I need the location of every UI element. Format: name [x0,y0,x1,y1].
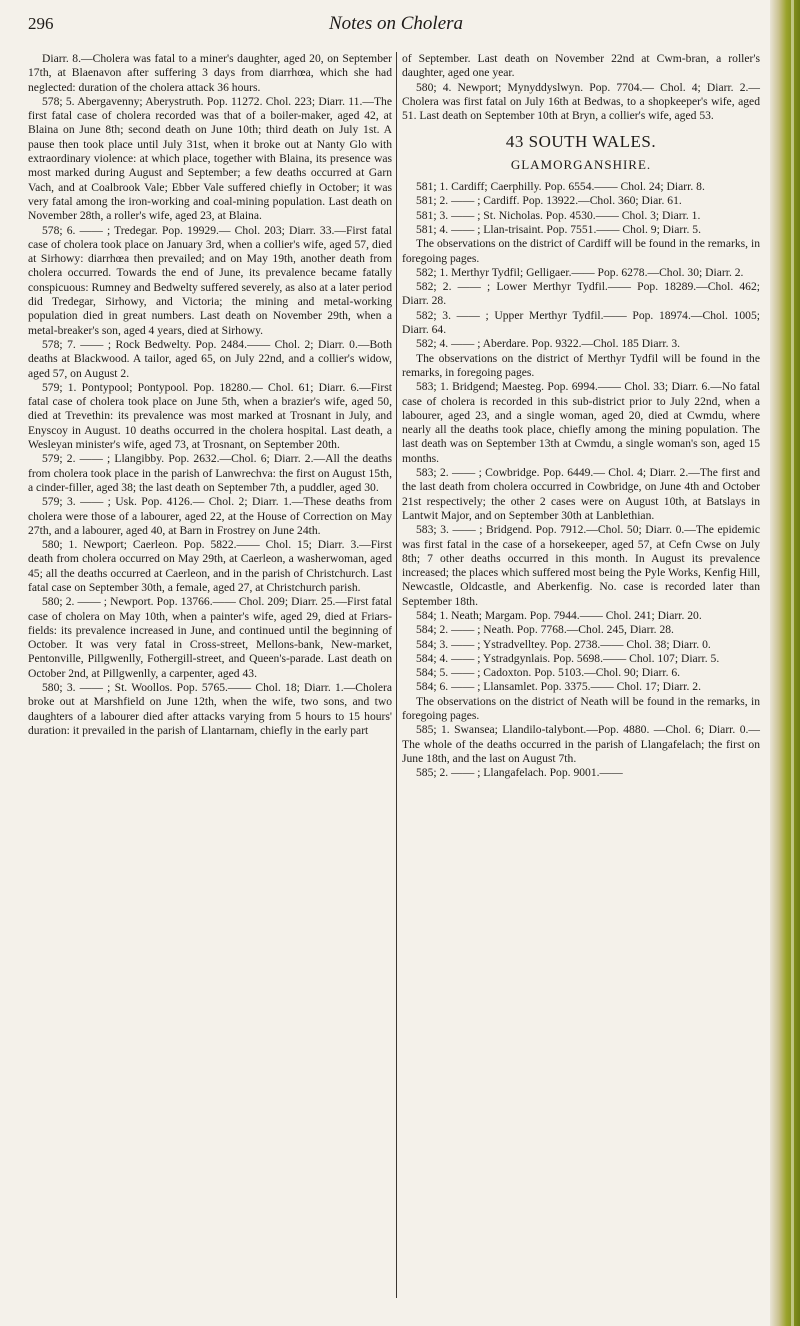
paragraph: The observations on the district of Merthyr Tydfil will be found in the remarks, in foregoing pages. [402,351,760,379]
right-column [402,52,760,781]
left-column [28,52,392,738]
paragraph: 585; 1. Swansea; Llandilo-talybont.—Pop. 4880. —Chol. 6; Diarr. 0.—The whole of the deaths occurred in the parish of Llangafelach; the first on June 18th, and the last on August 7th. [402,723,760,765]
paragraph: 578; 7. —— ; Rock Bedwelty. Pop. 2484.—— Chol. 2; Diarr. 0.—Both deaths at Blackwood. A tailor, aged 65, on July 22nd, and a collier's widow, aged 57, on August 2. [28,337,392,380]
paragraph: 584; 2. —— ; Neath. Pop. 7768.—Chol. 245, Diarr. 28. [416,623,674,637]
paragraph: 581; 4. —— ; Llan-trisaint. Pop. 7551.—— Chol. 9; Diarr. 5. [416,222,701,236]
paragraph: 579; 3. —— ; Usk. Pop. 4126.— Chol. 2; Diarr. 1.—These deaths from cholera were those of a labourer, aged 22, at the House of Correction on May 27th, and a labourer, aged 40, at Barn in Frostrey on June 24th. [28,495,392,537]
paragraph: 581; 3. —— ; St. Nicholas. Pop. 4530.—— Chol. 3; Diarr. 1. [416,208,701,222]
paragraph: 583; 3. —— ; Bridgend. Pop. 7912.—Chol. 50; Diarr. 0.—The epidemic was first fatal in the case of a horsekeeper, aged 57, at Cefn Cwse on July 8th; 7 other deaths occurred in this month. In August its prevalence increased; the places which suffered most being the Pyle Works, Kenfig Hill, Newcastle, Oldcastle, and Aberkenfig. No. case is recorded later than September 18th. [402,523,760,608]
paragraph: 583; 2. —— ; Cowbridge. Pop. 6449.— Chol. 4; Diarr. 2.—The first and the last death from cholera occurred in Cowbridge, on June 4th and October 21st respectively; the other 2 cases were on August 10th, at Batslays in Lantwit Major, and on September 30th at Lanblethian. [402,466,760,522]
column-divider [396,52,397,1298]
paragraph: 580; 1. Newport; Caerleon. Pop. 5822.—— Chol. 15; Diarr. 3.—First death from cholera occurred on May 29th, at Caerleon, a washerwoman, aged 45; all the deaths occurred at Caerleon, and in the parish of Christchurch. Last fatal case on September 30th, a female, aged 27, at Christchurch parish. [28,538,392,594]
paragraph: 584; 5. —— ; Cadoxton. Pop. 5103.—Chol. 90; Diarr. 6. [416,666,681,680]
page-header [28,14,764,38]
paragraph: 579; 1. Pontypool; Pontypool. Pop. 18280.— Chol. 61; Diarr. 6.—First fatal case of cholera took place on June 5th, when a brazier's wife, aged 50, died at Trevethin: its prevalence was most marked at Trosnant in July, and Enyscoy in August. 10 deaths occurred in the cholera hospital. Last death, a Wesleyan minister's wife, aged 73, at Trosnant, on September 20th. [28,380,392,452]
paragraph: 580; 4. Newport; Mynyddyslwyn. Pop. 7704.— Chol. 4; Diarr. 2.—Cholera was first fatal on July 16th at Bedwas, to a shopkeeper's wife, aged 51. Last death on September 10th at Bryn, a collier's wife, aged 53. [402,80,760,123]
paragraph: Diarr. 8.—Cholera was fatal to a miner's daughter, aged 20, on September 17th, at Blaenavon after suffering 3 days from diarrhœa, which she had neglected: duration of the cholera attack 36 hours. [28,52,392,94]
paragraph: 584; 4. —— ; Ystradgynlais. Pop. 5698.—— Chol. 107; Diarr. 5. [416,651,720,665]
paragraph: 578; 6. —— ; Tredegar. Pop. 19929.— Chol. 203; Diarr. 33.—First fatal case of cholera took place on January 3rd, when a collier's wife, aged 57, died at Sirhowy: diarrhœa then prevailed; and on May 19th, another death from cholera occurred. Towards the end of June, its prevalence became fatally conspicuous: Rumney and Bedwelty suffered severely, as also at a later period did Tredegar, Sirhowy, and Victoria; the mining and metal-working population died in great numbers. Last death on November 29th, when a metal-breaker's son, aged 4 years, died at Sirhowy. [28,223,392,337]
paragraph: 580; 3. —— ; St. Woollos. Pop. 5765.—— Chol. 18; Diarr. 1.—Cholera broke out at Marshfield on June 12th, when the wife, two sons, and two daughters of a labourer died after attacks varying from 5 hours to 15 hours' duration: it prevailed in the parish of Llantarnam, chiefly in the early part [28,681,392,737]
paragraph: 582; 1. Merthyr Tydfil; Gelligaer.—— Pop. 6278.—Chol. 30; Diarr. 2. [416,265,744,279]
paragraph: The observations on the district of Neath will be found in the remarks, in foregoing pages. [402,694,760,723]
paragraph: 583; 1. Bridgend; Maesteg. Pop. 6994.—— Chol. 33; Diarr. 6.—No fatal case of cholera is recorded in this sub-district prior to July 22nd, when a labourer, aged 23, and a single woman, aged 20, died at Cwmdu, where nearly all the deaths took place, chiefly among the mining population. The last death was on September 13th at Cwmdu, a single woman's son, aged 15 months. [402,380,760,465]
section-subtitle: GLAMORGANSHIRE. [510,156,652,172]
paragraph: 584; 3. —— ; Ystradvelltey. Pop. 2738.—— Chol. 38; Diarr. 0. [416,637,711,651]
paragraph: 585; 2. —— ; Llangafelach. Pop. 9001.—— [416,766,623,780]
paragraph: 584; 6. —— ; Llansamlet. Pop. 3375.—— Chol. 17; Diarr. 2. [416,680,701,694]
page-number: 296 [28,14,54,33]
paragraph: of September. Last death on November 22nd at Cwm-bran, a roller's daughter, aged one year. [402,52,760,80]
paragraph: 579; 2. —— ; Llangibby. Pop. 2632.—Chol. 6; Diarr. 2.—All the deaths from cholera took place in the parish of Lanwrechva: the first on August 15th, a cinder-filler, aged 38; the last death on September 7th, a puddler, aged 30. [28,452,392,494]
paragraph: 578; 5. Abergavenny; Aberystruth. Pop. 11272. Chol. 223; Diarr. 11.—The first fatal case of cholera recorded was that of a boiler-maker, aged 42, at Blaina on June 8th; second death on June 10th; third death on July 1st. A pause then took place until July 31st, when it broke out at Nanty Glo with extraordinary violence: at which place, together with Blaina, its presence was most marked during August and September; a few deaths occurred at Garn Vach, and at Coalbrook Vale; Ebber Vale suffered chiefly in October; it was very fatal among the iron-working and coal-mining population. Last death on November 28th, a roller's wife, aged 23, at Blaina. [28,94,392,223]
section-title: 43 SOUTH WALES. [505,132,657,152]
paragraph: 580; 2. —— ; Newport. Pop. 13766.—— Chol. 209; Diarr. 25.—First fatal case of cholera on May 10th, when a painter's wife, aged 29, died at Friars-fields: its prevalence increased in June, and continued until the beginning of October. It was very fatal in Cross-street, Mellons-bank, New-market, Pentonville, Pillgwenlly, Fothergill-street, and Queen's-parade. Last death on October 2nd, at Pillgwenlly, a carpenter, aged 43. [28,595,392,680]
paragraph: 582; 4. —— ; Aberdare. Pop. 9322.—Chol. 185 Diarr. 3. [416,337,681,351]
paragraph: 581; 1. Cardiff; Caerphilly. Pop. 6554.—— Chol. 24; Diarr. 8. [416,180,705,194]
book-edge-binding [770,0,800,1326]
paragraph: The observations on the district of Cardiff will be found in the remarks, in foregoing pages. [402,237,760,265]
paragraph: 581; 2. —— ; Cardiff. Pop. 13922.—Chol. 360; Diar. 61. [416,194,682,208]
binding-highlight [791,0,794,1326]
running-title: Notes on Cholera [328,13,464,34]
paragraph: 582; 2. —— ; Lower Merthyr Tydfil.—— Pop. 18289.—Chol. 462; Diarr. 28. [402,280,760,308]
paragraph: 584; 1. Neath; Margam. Pop. 7944.—— Chol. 241; Diarr. 20. [416,608,702,622]
paragraph: 582; 3. —— ; Upper Merthyr Tydfil.—— Pop. 18974.—Chol. 1005; Diarr. 64. [402,308,760,337]
